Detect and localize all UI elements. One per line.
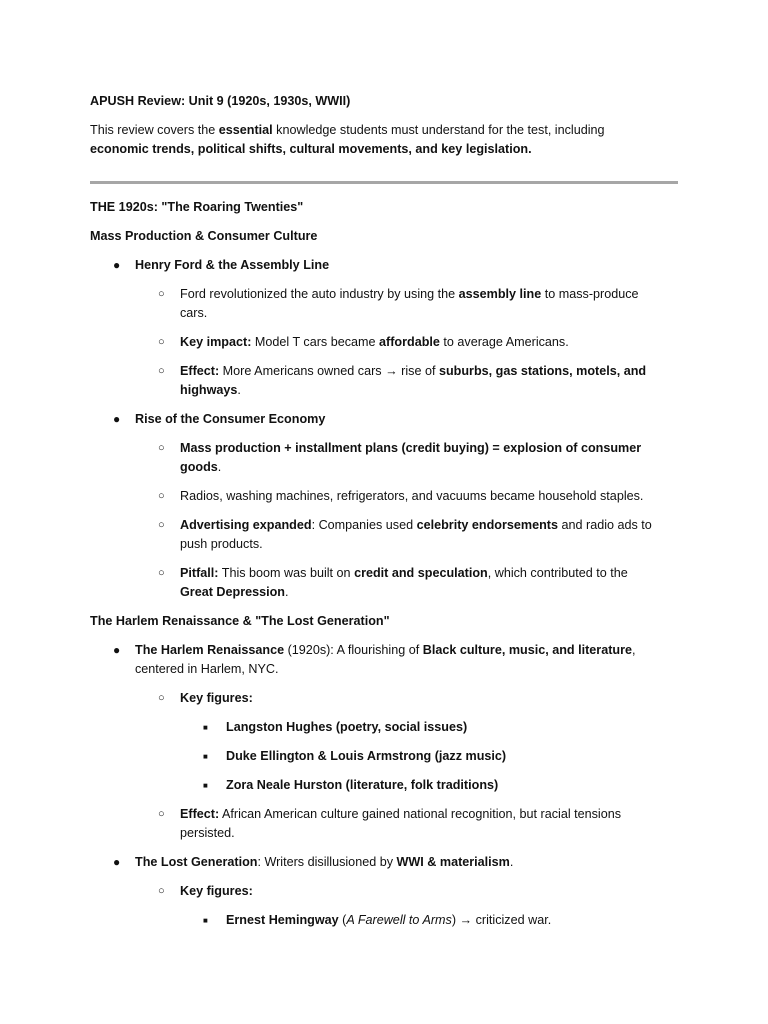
- list-item-text: [180, 516, 652, 535]
- text-run: .: [509, 855, 514, 869]
- disc-bullet-icon: ●: [113, 643, 121, 657]
- text-run-bold: credit and speculation: [354, 566, 488, 580]
- text-run-bold: Pitfall:: [180, 566, 219, 580]
- subheading-harlem: The Harlem Renaissance & "The Lost Generation": [90, 614, 390, 628]
- text-run: (1920s): A flourishing of: [284, 643, 423, 657]
- text-run: .: [217, 460, 222, 474]
- list-item-text-cont: [180, 458, 221, 477]
- text-run-bold: Great Depression: [180, 585, 285, 599]
- text-run: This boom was built on: [218, 566, 355, 580]
- circle-bullet-icon: ○: [158, 288, 165, 300]
- list-item-text-cont: centered in Harlem, NYC.: [135, 662, 279, 676]
- list-item-text-cont: push products.: [180, 537, 263, 551]
- text-run-bold: The Harlem Renaissance: [135, 643, 285, 657]
- text-run: More Americans owned cars → rise of: [219, 364, 439, 378]
- list-item-key-figures: Key figures:: [180, 691, 253, 705]
- list-item-harlem-renaissance: [135, 641, 636, 660]
- list-item-text: [180, 362, 646, 381]
- circle-bullet-icon: ○: [158, 692, 165, 704]
- intro-line-2: economic trends, political shifts, cultural movements, and key legislation.: [90, 142, 532, 156]
- text-run-bold: The Lost Generation: [135, 855, 258, 869]
- subheading-mass-production: Mass Production & Consumer Culture: [90, 229, 318, 243]
- intro-text: This review covers the: [90, 123, 219, 137]
- square-bullet-icon: ■: [203, 752, 208, 761]
- list-item-figure: [226, 911, 551, 930]
- text-run: .: [285, 585, 289, 599]
- text-run-bold: Effect:: [180, 807, 220, 821]
- list-item-text-cont: [180, 583, 289, 602]
- text-run: and radio ads to: [557, 518, 652, 532]
- list-item-text-cont: [180, 381, 241, 400]
- text-run-bold: Effect:: [180, 364, 220, 378]
- text-run: , which contributed to the: [487, 566, 628, 580]
- horizontal-divider: [90, 181, 678, 184]
- list-item-text-cont: persisted.: [180, 826, 235, 840]
- text-run: to average Americans.: [439, 335, 569, 349]
- disc-bullet-icon: ●: [113, 855, 121, 869]
- list-item-key-figures: Key figures:: [180, 884, 253, 898]
- list-item-figure: Langston Hughes (poetry, social issues): [226, 720, 468, 734]
- square-bullet-icon: ■: [203, 723, 208, 732]
- circle-bullet-icon: ○: [158, 490, 165, 502]
- section-heading-1920s: THE 1920s: "The Roaring Twenties": [90, 200, 304, 214]
- circle-bullet-icon: ○: [158, 365, 165, 377]
- text-run-bold: WWI & materialism: [396, 855, 510, 869]
- list-item-text: Mass production + installment plans (credit buying) = explosion of consumer: [180, 441, 642, 455]
- list-item-text: [180, 285, 639, 304]
- circle-bullet-icon: ○: [158, 336, 165, 348]
- circle-bullet-icon: ○: [158, 885, 165, 897]
- text-run: Ford revolutionized the auto industry by using the: [180, 287, 459, 301]
- text-run: Model T cars became: [251, 335, 380, 349]
- document-title: APUSH Review: Unit 9 (1920s, 1930s, WWII): [90, 94, 351, 108]
- text-run: .: [237, 383, 241, 397]
- text-run-bold: highways: [180, 383, 238, 397]
- text-run-bold: celebrity endorsements: [416, 518, 558, 532]
- text-run: ) → criticized war.: [451, 913, 552, 927]
- text-run-bold: suburbs, gas stations, motels, and: [438, 364, 647, 378]
- text-run-bold: Advertising expanded: [180, 518, 312, 532]
- list-item-text: Radios, washing machines, refrigerators, and vacuums became household staples.: [180, 489, 644, 503]
- intro-emphasis: essential: [218, 123, 273, 137]
- text-run: African American culture gained national recognition, but racial tensions: [219, 807, 622, 821]
- square-bullet-icon: ■: [203, 916, 208, 925]
- square-bullet-icon: ■: [203, 781, 208, 790]
- disc-bullet-icon: ●: [113, 412, 121, 426]
- list-item-ford: Henry Ford & the Assembly Line: [135, 258, 330, 272]
- list-item-text: [180, 805, 621, 824]
- intro-text: knowledge students must understand for the test, including: [272, 123, 605, 137]
- text-run-bold: Ernest Hemingway: [226, 913, 339, 927]
- list-item-text: [180, 564, 628, 583]
- circle-bullet-icon: ○: [158, 808, 165, 820]
- list-item-figure: Duke Ellington & Louis Armstrong (jazz music): [226, 749, 507, 763]
- text-run-bold: Black culture, music, and literature: [422, 643, 633, 657]
- circle-bullet-icon: ○: [158, 567, 165, 579]
- text-run: (: [338, 913, 347, 927]
- list-item-text: [180, 333, 569, 352]
- text-run: : Companies used: [311, 518, 417, 532]
- list-item-lost-generation: [135, 853, 513, 872]
- text-run-bold: assembly line: [458, 287, 542, 301]
- book-title: A Farewell to Arms: [346, 913, 452, 927]
- list-item-consumer-economy: Rise of the Consumer Economy: [135, 412, 326, 426]
- intro-line-1: [90, 121, 605, 140]
- disc-bullet-icon: ●: [113, 258, 121, 272]
- list-item-text-cont: cars.: [180, 306, 208, 320]
- circle-bullet-icon: ○: [158, 519, 165, 531]
- text-run: to mass-produce: [541, 287, 639, 301]
- text-run-bold: goods: [180, 460, 218, 474]
- text-run: : Writers disillusioned by: [257, 855, 397, 869]
- list-item-figure: Zora Neale Hurston (literature, folk traditions): [226, 778, 499, 792]
- text-run: ,: [632, 643, 636, 657]
- text-run-bold: affordable: [379, 335, 440, 349]
- circle-bullet-icon: ○: [158, 442, 165, 454]
- text-run-bold: Key impact:: [180, 335, 252, 349]
